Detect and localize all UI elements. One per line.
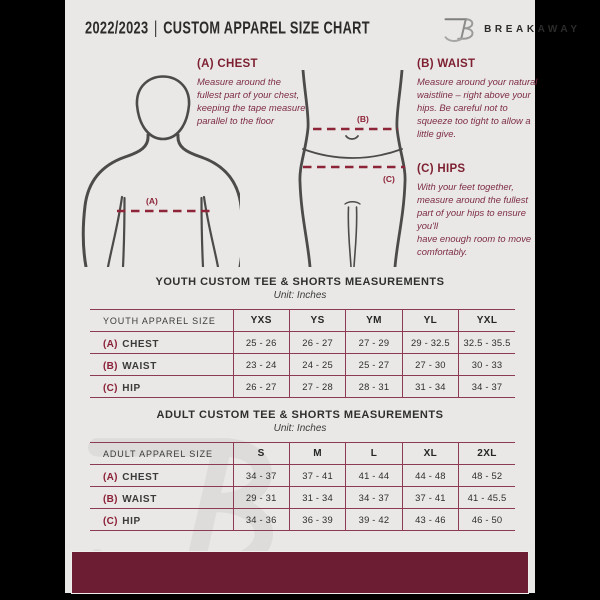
lower-body-figure — [295, 70, 410, 267]
adult-chest-xl: 44 - 48 — [402, 465, 458, 487]
youth-size-ym: YM — [346, 310, 402, 332]
row-prefix: (A) — [103, 338, 118, 350]
row-name: CHEST — [122, 338, 160, 350]
youth-hip-ym: 28 - 31 — [346, 376, 402, 398]
adult-hip-2xl: 46 - 50 — [459, 509, 515, 531]
right-inner-leg-line — [354, 207, 357, 267]
adult-chest-row — [90, 465, 515, 487]
page-header — [85, 14, 581, 44]
crotch-curve — [345, 202, 360, 204]
youth-waist-row — [90, 354, 515, 376]
youth-waist-ym: 25 - 27 — [346, 354, 402, 376]
hips-guide-heading: (C) HIPS — [417, 163, 466, 175]
hips-guide-text: With your feet together, measure around the fullest part of your hips to ensure you'll have enough room to move comfortably. — [417, 181, 532, 257]
youth-hip-ys: 27 - 28 — [289, 376, 345, 398]
youth-title: YOUTH CUSTOM TEE & SHORTS MEASUREMENTS — [155, 276, 445, 288]
row-prefix: (C) — [103, 515, 118, 527]
youth-hip-yl: 31 - 34 — [402, 376, 458, 398]
youth-chest-row — [90, 332, 515, 354]
adult-hip-row — [90, 509, 515, 531]
youth-chest-yxs: 25 - 26 — [233, 332, 289, 354]
adult-hip-xl: 43 - 46 — [402, 509, 458, 531]
youth-chest-yl: 29 - 32.5 — [402, 332, 458, 354]
brand-lockup — [441, 14, 581, 44]
adult-size-s: S — [233, 443, 289, 465]
title-year: 2022/2023 — [85, 19, 149, 38]
youth-chest-label — [90, 332, 233, 354]
row-prefix: (B) — [103, 493, 118, 505]
adult-hip-l: 39 - 42 — [346, 509, 402, 531]
youth-header-row — [90, 310, 515, 332]
brand-name: BREAKAWAY — [484, 23, 581, 35]
chest-guide-heading: (A) CHEST — [197, 58, 258, 70]
waist-marker-label: (B) — [357, 114, 369, 124]
adult-waist-2xl: 41 - 45.5 — [459, 487, 515, 509]
right-torso-side-line — [202, 198, 204, 267]
title-text: CUSTOM APPAREL SIZE CHART — [163, 19, 370, 38]
adult-chest-2xl: 48 - 52 — [459, 465, 515, 487]
chest-marker-label: (A) — [146, 196, 158, 206]
footer-accent-bar — [71, 551, 529, 594]
adult-header-row — [90, 443, 515, 465]
chest-guide-text: Measure around the fullest part of your chest, keeping the tape measure parallel to the floor — [197, 76, 306, 126]
hips-guide-block — [417, 163, 543, 259]
right-shoulder-arm-outline — [178, 135, 240, 267]
page-title — [85, 19, 370, 38]
adult-size-2xl: 2XL — [459, 443, 515, 465]
left-torso-side-line — [123, 198, 125, 267]
adult-waist-row — [90, 487, 515, 509]
adult-size-l: L — [346, 443, 402, 465]
waist-guide-block — [417, 58, 539, 141]
left-shoulder-arm-outline — [83, 135, 148, 267]
adult-size-m: M — [289, 443, 345, 465]
head-outline — [137, 77, 189, 140]
row-prefix: (A) — [103, 471, 118, 483]
adult-size-header-cell: ADULT APPAREL SIZE — [103, 448, 213, 459]
youth-waist-ys: 24 - 25 — [289, 354, 345, 376]
hips-marker-label: (C) — [383, 174, 395, 184]
youth-unit: Unit: Inches — [273, 290, 327, 301]
youth-chest-yxl: 32.5 - 35.5 — [459, 332, 515, 354]
row-name: HIP — [122, 382, 141, 394]
youth-size-yxl: YXL — [459, 310, 515, 332]
adult-hip-m: 36 - 39 — [289, 509, 345, 531]
left-inner-leg-line — [348, 207, 351, 267]
adult-unit: Unit: Inches — [273, 423, 327, 434]
row-name: WAIST — [122, 493, 157, 505]
waist-guide-heading: (B) WAIST — [417, 58, 476, 70]
adult-size-table — [90, 442, 515, 531]
waistband-curve — [303, 149, 402, 158]
right-inner-arm-line — [204, 197, 218, 267]
row-name: CHEST — [122, 471, 160, 483]
adult-waist-l: 34 - 37 — [346, 487, 402, 509]
youth-size-yl: YL — [402, 310, 458, 332]
youth-size-ys: YS — [289, 310, 345, 332]
youth-size-yxs: YXS — [233, 310, 289, 332]
chest-guide-block — [197, 58, 307, 128]
youth-waist-yxs: 23 - 24 — [233, 354, 289, 376]
size-chart-page — [65, 0, 581, 593]
youth-size-table — [90, 309, 515, 398]
adult-waist-m: 31 - 34 — [289, 487, 345, 509]
navel-mark — [346, 136, 358, 139]
adult-chest-m: 37 - 41 — [289, 465, 345, 487]
row-name: WAIST — [122, 360, 157, 372]
row-prefix: (B) — [103, 360, 118, 372]
youth-chest-ys: 26 - 27 — [289, 332, 345, 354]
adult-title: ADULT CUSTOM TEE & SHORTS MEASUREMENTS — [156, 409, 444, 421]
youth-waist-yxl: 30 - 33 — [459, 354, 515, 376]
adult-waist-s: 29 - 31 — [233, 487, 289, 509]
youth-hip-label — [90, 376, 233, 398]
adult-hip-s: 34 - 36 — [233, 509, 289, 531]
youth-chest-ym: 27 - 29 — [346, 332, 402, 354]
youth-size-header-cell: YOUTH APPAREL SIZE — [103, 315, 216, 326]
waist-guide-text: Measure around your natural waistline – right above your hips. Be careful not to squeeze too tight to allow a little give. — [417, 76, 538, 139]
row-prefix: (C) — [103, 382, 118, 394]
adult-size-xl: XL — [402, 443, 458, 465]
youth-hip-yxl: 34 - 37 — [459, 376, 515, 398]
adult-chest-s: 34 - 37 — [233, 465, 289, 487]
breakaway-b-logo-icon — [441, 14, 477, 44]
adult-chest-l: 41 - 44 — [346, 465, 402, 487]
adult-waist-xl: 37 - 41 — [402, 487, 458, 509]
youth-hip-row — [90, 376, 515, 398]
right-hip-outline — [395, 70, 405, 267]
row-name: HIP — [122, 515, 141, 527]
youth-hip-yxs: 26 - 27 — [233, 376, 289, 398]
adult-chest-label — [90, 465, 233, 487]
youth-waist-yl: 27 - 30 — [402, 354, 458, 376]
youth-waist-label — [90, 354, 233, 376]
youth-section-title — [65, 276, 535, 301]
adult-waist-label — [90, 487, 233, 509]
left-inner-arm-line — [108, 197, 122, 267]
title-separator: | — [153, 19, 158, 38]
adult-hip-label — [90, 509, 233, 531]
